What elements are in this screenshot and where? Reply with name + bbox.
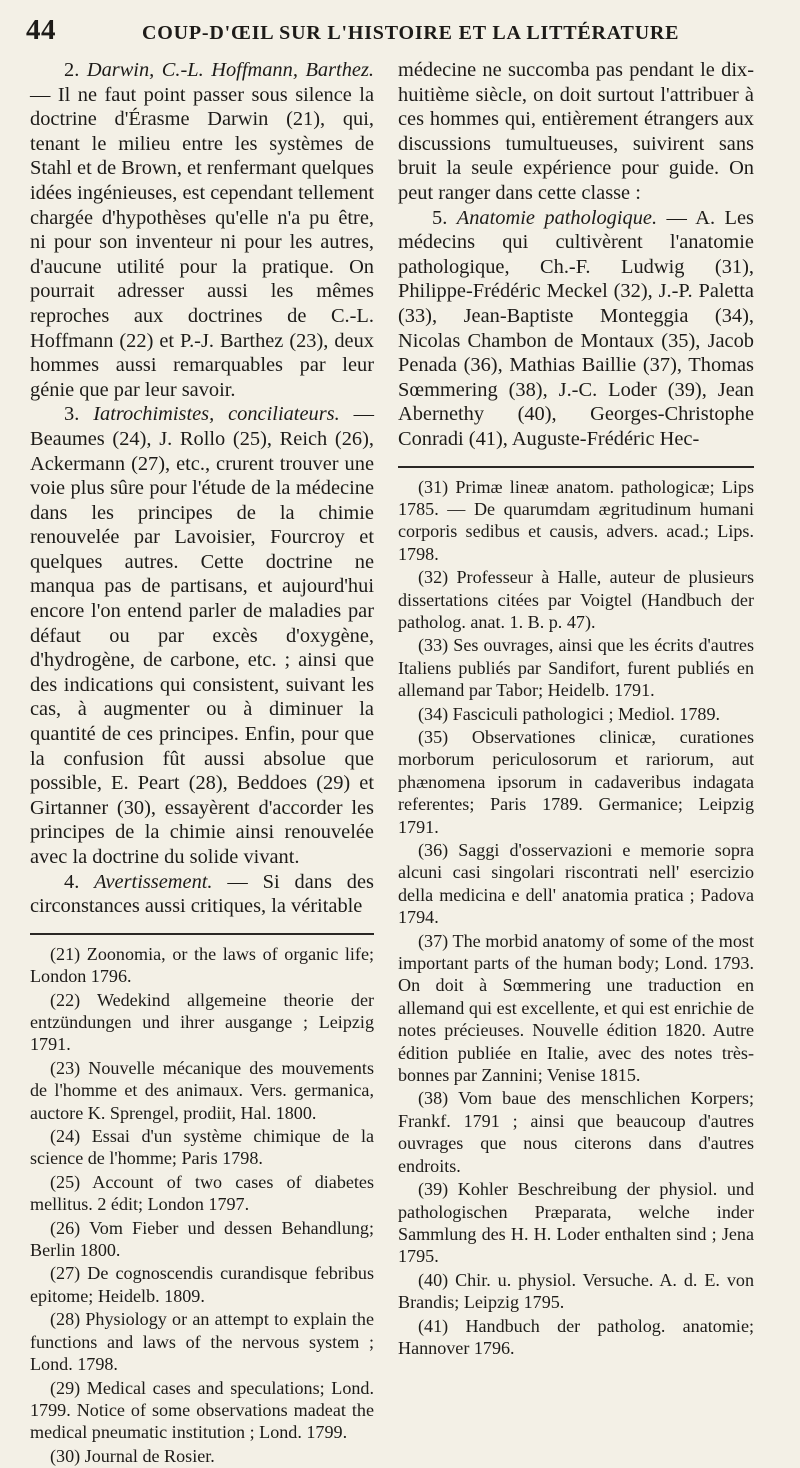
footnote: (27) De cognoscendis curandisque febribus epitome; Heidelb. 1809. bbox=[30, 1263, 374, 1306]
section-5-number: 5. bbox=[432, 206, 448, 229]
footnote-rule bbox=[398, 466, 754, 468]
continued-paragraph: médecine ne succomba pas pendant le dix-huitième siècle, on doit surtout l'attribuer à ces hommes qui, entièrement étrangers aux discussions tumultueuses, suivirent sans bruit la seule expérience pour guide. On peut ranger dans cette classe : bbox=[398, 59, 754, 204]
footnote: (41) Handbuch der patholog. anatomie; Hannover 1796. bbox=[398, 1315, 754, 1358]
footnote: (38) Vom baue des menschlichen Korpers; Frankf. 1791 ; ainsi que beaucoup d'autres ouvrages que nous citerons dans d'autres endroits. bbox=[398, 1088, 754, 1176]
footnote: (23) Nouvelle mécanique des mouvements de l'homme et des animaux. Vers. germanica, auctore K. Sprengel, prodiit, Hal. 1800. bbox=[30, 1057, 374, 1123]
footnote: (25) Account of two cases of diabetes mellitus. 2 édit; London 1797. bbox=[30, 1171, 374, 1215]
section-2 bbox=[30, 58, 374, 402]
footnote: (39) Kohler Beschreibung der physiol. und pathologischen Præparata, welche inder Sammlung des H. H. Loder enthalten sind ; Jena 1795. bbox=[398, 1179, 754, 1267]
footnote: (36) Saggi d'osservazioni e memorie sopra alcuni casi singolari riscontrati nell' esercizio della medicina e dell' anatomia pratica ; Padova 1794. bbox=[398, 840, 754, 928]
section-3 bbox=[30, 402, 374, 869]
footnote: (26) Vom Fieber und dessen Behandlung; Berlin 1800. bbox=[30, 1217, 374, 1261]
left-footnotes bbox=[30, 943, 374, 1467]
page-number: 44 bbox=[26, 14, 56, 46]
section-5-title: Anatomie pathologique. bbox=[456, 206, 658, 229]
left-column bbox=[30, 58, 374, 1468]
section-5 bbox=[398, 206, 754, 452]
footnote: (33) Ses ouvrages, ainsi que les écrits d'autres Italiens publiés par Sandifort, furent publiés en allemand par Tabor; Heidelb. 1791. bbox=[398, 635, 754, 701]
right-column bbox=[398, 58, 754, 1360]
footnote: (30) Journal de Rosier. bbox=[50, 1445, 215, 1466]
footnote: (29) Medical cases and speculations; Lond. 1799. Notice of some observations madeat the medical pneumatic institution ; Lond. 1799. bbox=[30, 1377, 374, 1443]
section-4 bbox=[30, 870, 374, 919]
section-3-number: 3. bbox=[64, 403, 80, 426]
section-4-body: — Si dans des circonstances aussi critiques, la véritable bbox=[30, 870, 374, 918]
section-4-title: Avertissement. bbox=[94, 870, 213, 893]
section-2-number: 2. bbox=[64, 59, 80, 81]
footnote: (22) Wedekind allgemeine theorie der entzündungen und ihrer ausgange ; Leipzig 1791. bbox=[30, 989, 374, 1055]
footnote: (34) Fasciculi pathologici ; Mediol. 1789. bbox=[418, 703, 721, 724]
footnote: (28) Physiology or an attempt to explain the functions and laws of the nervous system ; Lond. 1798. bbox=[30, 1309, 374, 1375]
footnote: (37) The morbid anatomy of some of the most important parts of the human body; Lond. 1793. On doit à Sœmmering une traduction en allemand qui est excellente, et qui est enrichie de notes précieuses. Nouvelle édition 1820. Autre édition publiée en Italie, avec des notes très-bonnes par Zannini; Venise 1815. bbox=[398, 930, 754, 1086]
footnote: (40) Chir. u. physiol. Versuche. A. d. E. von Brandis; Leipzig 1795. bbox=[398, 1269, 754, 1313]
section-3-title: Iatrochimistes, conciliateurs. bbox=[93, 403, 340, 426]
footnote: (32) Professeur à Halle, auteur de plusieurs dissertations citées par Voigtel (Handbuch der patholog. anat. 1. B. p. 47). bbox=[398, 567, 754, 632]
footnote: (35) Observationes clinicæ, curationes morborum periculosorum et rariorum, aut phænomena ipsorum in cadaveribus indagata referentes; Paris 1789. Germanice; Leipzig 1791. bbox=[398, 726, 754, 837]
footnote: (21) Zoonomia, or the laws of organic life; London 1796. bbox=[30, 943, 374, 987]
right-footnotes bbox=[398, 476, 754, 1360]
running-head: COUP-D'ŒIL SUR L'HISTOIRE ET LA LITTÉRATURE bbox=[142, 22, 680, 44]
section-3-body: — Beaumes (24), J. Rollo (25), Reich (26), Ackermann (27), etc., crurent trouver une voie plus sûre pour l'étude de la médecine dans les principes de la chimie renouvelée par Lavoisier, Fourcroy et quelques autres. Cette doctrine ne manqua pas de partisans, et aujourd'hui encore l'on entend parler de maladies par défaut ou par excès d'oxygène, d'hydrogène, de carbone, etc. ; ainsi que des indications qui consistent, suivant les cas, à augmenter ou à diminuer la quantité de ces principes. Enfin, pour que la confusion fût aussi absolue que possible, E. Peart (28), Beddoes (29) et Girtanner (30), essayèrent d'accorder les principes de la chimie ainsi renouvelée avec la doctrine du solide vivant. bbox=[30, 403, 374, 868]
footnote-rule bbox=[30, 933, 374, 935]
section-2-title: Darwin, C.-L. Hoffmann, Barthez. bbox=[86, 59, 374, 81]
section-5-body: — A. Les médecins qui cultivèrent l'anatomie pathologique, Ch.-F. Ludwig (31), Philippe-Frédéric Meckel (32), J.-P. Paletta (33), Jean-Baptiste Monteggia (34), Nicolas Chambon de Montaux (35), Jacob Penada (36), Mathias Baillie (37), Thomas Sœmmering (38), J.-C. Loder (39), Jean Abernethy (40), Georges-Christophe Conradi (41), Auguste-Frédéric Hec- bbox=[398, 206, 754, 450]
section-4-number: 4. bbox=[64, 870, 80, 893]
footnote: (24) Essai d'un système chimique de la science de l'homme; Paris 1798. bbox=[30, 1126, 374, 1169]
footnote: (31) Primæ lineæ anatom. pathologicæ; Lips 1785. — De quarumdam ægritudinum humani corporis sedibus et causis, advers. acad.; Lips. 1798. bbox=[398, 476, 754, 564]
section-2-body: — Il ne faut point passer sous silence la doctrine d'Érasme Darwin (21), qui, tenant le milieu entre les systèmes de Stahl et de Brown, et renfermant quelques idées ingénieuses, est cependant tellement chargée d'hypothèses qu'elle n'a pu être, ni pour son inventeur ni pour les autres, d'aucune utilité pour la pratique. On pourrait adresser aussi les mêmes reproches aux doctrines de C.-L. Hoffmann (22) et P.-J. Barthez (23), deux hommes aussi remarquables par leur génie que par leur savoir. bbox=[30, 83, 374, 401]
